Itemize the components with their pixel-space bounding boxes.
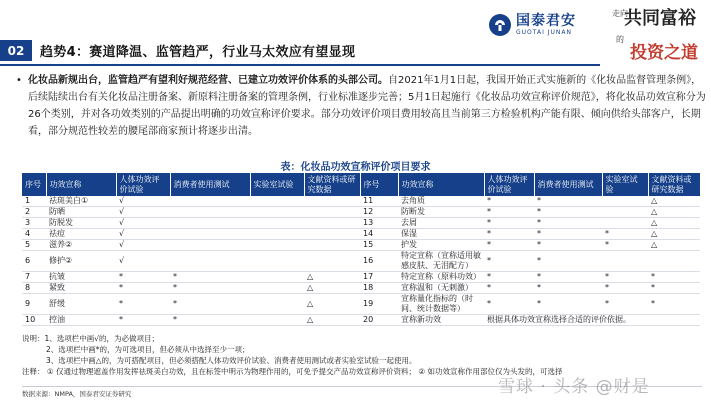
lab-test-mark: * [602,283,648,294]
literature-mark: * [648,294,700,315]
consumer-test-mark [170,251,250,272]
lab-test-mark [250,240,304,251]
note-item: 3、选项栏中画△的，为可搭配项目，但必须搭配人体功效评价试验、消费者使用测试或者实验室试验一起使用。 [46,356,417,365]
consumer-test-mark: * [534,251,602,272]
consumer-test-mark: * [170,315,250,326]
efficacy-claim: 去角质 [398,196,484,207]
literature-mark: △ [648,207,700,218]
row-number: 3 [22,218,46,229]
note-item: 2、选项栏中画*的，为可选项目，但必须从中选择至少一项； [46,345,250,354]
row-number: 2 [22,207,46,218]
efficacy-claim: 祛痘 [46,229,116,240]
slogan-small-1: 走向 [612,9,628,18]
human-trial-mark: √ [116,251,170,272]
paragraph-body: 自2021年1月1日起，我国开始正式实施新的《化妆品监督管理条例》，后续陆续出台有关化妆品注册备案、新原料注册备案的管理条例，行业标准逐步完善；5月1日起施行《化妆品功效宣称评价规范》，将化妆品功效宣称分为26个类别，并对各功效类别的产品提出明确的功效宣称评价要求。部分功效评价项目费用较高且当前第三方检验机构产能有限、倾向供给头部客户，长期看，部分规范性较差的腰尾部商家预计将逐步出清。 [28,75,706,137]
row-number: 7 [22,272,46,283]
literature-mark: △ [648,229,700,240]
efficacy-claim: 宣称新功效 [398,315,484,326]
human-trial-mark: * [116,294,170,315]
row-number: 5 [22,240,46,251]
literature-mark [304,240,360,251]
consumer-test-mark [170,218,250,229]
human-trial-mark: * [116,272,170,283]
notes-label: 说明： [22,334,45,343]
lab-test-mark [250,315,304,326]
row-number: 17 [360,272,398,283]
slogan-small-2: 的 [616,35,624,44]
human-trial-mark: * [484,229,534,240]
efficacy-claim: 护发 [398,240,484,251]
slogan-calligraphy [612,4,708,66]
human-trial-mark: * [116,283,170,294]
consumer-test-mark: * [534,283,602,294]
header-divider [0,64,600,66]
paragraph-lead: 化妆品新规出台，监管趋严有望利好规范经营、已建立功效评价体系的头部公司。 [28,75,388,86]
header-cell: 文献资料或研究数据 [648,173,700,196]
row-number: 13 [360,218,398,229]
table-header-row [22,173,700,196]
header-cell: 实验室试验 [250,173,304,196]
logo-english-name: GUOTAI JUNAN [516,29,572,36]
header-cell: 文献资料或研究数据 [304,173,360,196]
literature-mark: * [648,283,700,294]
header-cell: 消费者使用测试 [534,173,602,196]
header-cell: 序号 [22,173,46,196]
company-logo [488,12,600,38]
human-trial-mark: * [484,218,534,229]
table-notes [22,333,702,366]
human-trial-mark: 根据具体功效宣称选择合适的评价依据。 [484,315,700,326]
header-cell: 人体功效评价试验 [116,173,170,196]
table-row [22,272,700,283]
row-number: 14 [360,229,398,240]
efficacy-claim: 祛斑美白① [46,196,116,207]
table-row [22,196,700,207]
footnote-1: ① 仅通过物理遮盖作用发挥祛斑美白功效，且在标签中明示为物理作用的，可免予提交产品功效宣称评价资料； [46,367,416,376]
table-row [22,283,700,294]
human-trial-mark: * [484,207,534,218]
header-cell: 功效宣称 [46,173,116,196]
human-trial-mark: * [484,272,534,283]
logo-mark-icon [488,13,512,37]
row-number: 11 [360,196,398,207]
table-title: 表：化妆品功效宣称评价项目要求 [280,162,431,173]
human-trial-mark: √ [116,240,170,251]
human-trial-mark: * [484,240,534,251]
literature-mark [304,196,360,207]
consumer-test-mark [170,207,250,218]
consumer-test-mark: * [534,294,602,315]
slide-header [0,0,711,70]
consumer-test-mark: * [170,294,250,315]
consumer-test-mark [170,240,250,251]
consumer-test-mark [170,196,250,207]
consumer-test-mark: * [534,229,602,240]
lab-test-mark [602,196,648,207]
row-number: 6 [22,251,46,272]
lab-test-mark: * [602,229,648,240]
literature-mark: △ [648,196,700,207]
efficacy-claim: 修护② [46,251,116,272]
lab-test-mark [250,196,304,207]
lab-test-mark: * [602,294,648,315]
human-trial-mark: * [484,196,534,207]
table-row [22,251,700,272]
lab-test-mark [250,207,304,218]
lab-test-mark [250,272,304,283]
consumer-test-mark: * [534,240,602,251]
row-number: 16 [360,251,398,272]
literature-mark: * [648,272,700,283]
efficacy-claim: 控油 [46,315,116,326]
source-note: 数据来源：NMPA，国泰君安证券研究 [22,390,132,398]
row-number: 10 [22,315,46,326]
literature-mark: △ [304,283,360,294]
lab-test-mark [250,294,304,315]
slogan-line-1: 共同富裕 [624,8,696,29]
literature-mark: △ [648,218,700,229]
human-trial-mark: √ [116,218,170,229]
consumer-test-mark: * [170,283,250,294]
bullet-marker: • [16,75,22,86]
efficacy-claim: 宣称量化指标的（时间、统计数据等） [398,294,484,315]
consumer-test-mark: * [170,272,250,283]
consumer-test-mark: * [534,218,602,229]
efficacy-claim: 抗皱 [46,272,116,283]
efficacy-claim: 特定宣称（宣称适用敏感皮肤、无泪配方） [398,251,484,272]
lab-test-mark [250,283,304,294]
footnote-2: ② 如功效宣称作用部位仅为头发的，可选择 [418,367,563,376]
efficacy-claim: 紧致 [46,283,116,294]
table-row [22,218,700,229]
efficacy-claim: 舒缓 [46,294,116,315]
section-number-badge: 02 [0,40,32,61]
row-number: 1 [22,196,46,207]
human-trial-mark: * [484,294,534,315]
table-body [22,196,700,326]
efficacy-claim: 防脱发 [46,218,116,229]
table-row [22,207,700,218]
literature-mark: △ [304,294,360,315]
row-number: 8 [22,283,46,294]
slogan-line-2: 投资之道 [630,43,698,63]
human-trial-mark: √ [116,207,170,218]
efficacy-claim: 宣称温和（无刺激） [398,283,484,294]
row-number: 18 [360,283,398,294]
note-item: 1、选项栏中画√的，为必做项目； [44,334,160,343]
literature-mark: △ [304,315,360,326]
header-cell: 人体功效评价试验 [484,173,534,196]
human-trial-mark: * [116,315,170,326]
literature-mark [648,251,700,272]
watermark: 雪球 · 头条 @财是 [498,377,650,397]
row-number: 12 [360,207,398,218]
consumer-test-mark [170,229,250,240]
literature-mark [304,218,360,229]
consumer-test-mark: * [534,207,602,218]
row-number: 4 [22,229,46,240]
table-row [22,315,700,326]
literature-mark: △ [304,272,360,283]
row-number: 20 [360,315,398,326]
efficacy-claim: 滋养② [46,240,116,251]
row-number: 19 [360,294,398,315]
human-trial-mark: √ [116,196,170,207]
efficacy-claim: 特定宣称（原料功效） [398,272,484,283]
consumer-test-mark: * [534,272,602,283]
lab-test-mark [250,251,304,272]
table-row [22,294,700,315]
footnote-label: 注释： [22,367,45,376]
section-title: 趋势4：赛道降温、监管趋严，行业马太效应有望显现 [40,45,356,60]
row-number: 15 [360,240,398,251]
lab-test-mark [602,218,648,229]
table-row [22,240,700,251]
literature-mark [304,207,360,218]
lab-test-mark [602,251,648,272]
row-number: 9 [22,294,46,315]
body-paragraph [16,72,706,140]
lab-test-mark: * [602,240,648,251]
efficacy-claim: 去屑 [398,218,484,229]
header-cell: 实验室试验 [602,173,648,196]
lab-test-mark [250,229,304,240]
literature-mark [304,251,360,272]
header-cell: 功效宣称 [398,173,484,196]
header-cell: 消费者使用测试 [170,173,250,196]
human-trial-mark: √ [116,229,170,240]
header-cell: 序号 [360,173,398,196]
efficacy-evaluation-table [22,173,701,326]
lab-test-mark [250,218,304,229]
literature-mark [304,229,360,240]
human-trial-mark: * [484,283,534,294]
consumer-test-mark: * [534,196,602,207]
lab-test-mark [602,207,648,218]
human-trial-mark: * [484,251,534,272]
logo-chinese-name: 国泰君安 [516,13,576,29]
literature-mark: △ [648,240,700,251]
efficacy-claim: 防晒 [46,207,116,218]
efficacy-claim: 保湿 [398,229,484,240]
efficacy-claim: 防断发 [398,207,484,218]
table-row [22,229,700,240]
lab-test-mark: * [602,272,648,283]
